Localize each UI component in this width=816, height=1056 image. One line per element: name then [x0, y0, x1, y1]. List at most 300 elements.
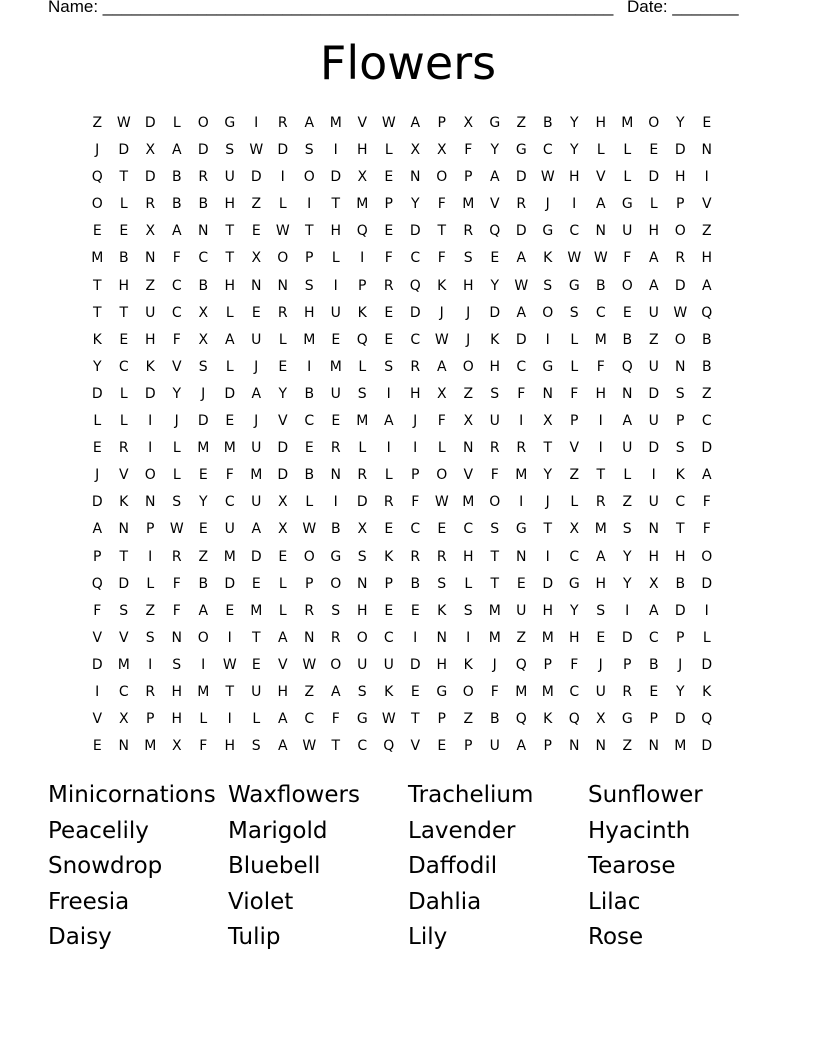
grid-letter: G	[515, 521, 527, 538]
grid-letter: I	[307, 196, 312, 213]
grid-letter: S	[622, 521, 632, 538]
grid-letter: C	[569, 683, 580, 700]
grid-letter: P	[146, 711, 155, 728]
grid-row	[84, 164, 720, 191]
grid-letter: X	[277, 521, 288, 538]
grid-letter: M	[488, 602, 501, 619]
grid-letter: J	[545, 196, 550, 213]
grid-letter: H	[171, 683, 183, 700]
grid-letter: P	[305, 250, 314, 267]
grid-letter: Y	[490, 142, 500, 159]
date-field-label: Date: _______	[627, 0, 739, 16]
grid-letter: I	[148, 548, 153, 565]
grid-letter: C	[357, 738, 368, 755]
grid-letter: N	[410, 169, 421, 186]
grid-letter: Z	[145, 277, 156, 294]
grid-letter: W	[249, 142, 264, 159]
grid-letter: S	[357, 548, 367, 565]
grid-letter: U	[383, 656, 394, 673]
grid-letter: L	[570, 331, 579, 348]
grid-letter: Q	[356, 331, 368, 348]
grid-letter: A	[436, 358, 447, 375]
grid-letter: D	[277, 440, 289, 457]
grid-letter: E	[331, 413, 341, 430]
word-list-item: Daisy	[48, 924, 112, 951]
grid-letter: F	[702, 494, 711, 511]
grid-letter: N	[622, 385, 633, 402]
grid-letter: T	[304, 223, 314, 240]
grid-letter: F	[570, 385, 579, 402]
grid-letter: N	[569, 738, 580, 755]
grid-letter: I	[704, 602, 709, 619]
grid-letter: R	[410, 548, 421, 565]
grid-letter: B	[171, 169, 182, 186]
grid-letter: D	[118, 142, 130, 159]
grid-letter: F	[172, 250, 181, 267]
grid-letter: W	[275, 223, 290, 240]
grid-letter: C	[410, 331, 421, 348]
grid-letter: X	[118, 711, 129, 728]
word-list	[48, 778, 768, 956]
grid-letter: Z	[648, 331, 659, 348]
grid-letter: B	[198, 277, 209, 294]
grid-letter: O	[674, 331, 686, 348]
grid-letter: D	[409, 656, 421, 673]
grid-row	[84, 408, 720, 435]
grid-letter: C	[118, 683, 129, 700]
grid-letter: U	[224, 169, 235, 186]
grid-letter: L	[570, 358, 579, 375]
grid-letter: V	[118, 629, 129, 646]
grid-letter: Y	[675, 115, 685, 131]
grid-letter: R	[489, 440, 500, 457]
grid-letter: A	[277, 629, 288, 646]
grid-letter: S	[357, 385, 367, 402]
grid-letter: T	[675, 521, 685, 538]
grid-letter: J	[466, 304, 471, 321]
grid-letter: Q	[91, 575, 103, 592]
grid-letter: L	[199, 711, 208, 728]
grid-letter: T	[225, 250, 235, 267]
grid-letter: A	[648, 277, 659, 294]
grid-letter: D	[144, 385, 156, 402]
grid-letter: H	[436, 656, 448, 673]
grid-letter: H	[303, 304, 315, 321]
word-list-item: Lavender	[408, 817, 516, 844]
grid-letter: W	[381, 115, 396, 131]
grid-letter: Y	[172, 385, 182, 402]
grid-letter: M	[197, 683, 210, 700]
grid-letter: R	[145, 683, 156, 700]
grid-letter: L	[358, 358, 367, 375]
grid-row	[84, 137, 720, 164]
grid-letter: E	[119, 331, 129, 348]
grid-letter: C	[569, 223, 580, 240]
grid-row	[84, 273, 720, 300]
grid-letter: A	[92, 521, 103, 538]
grid-letter: L	[278, 602, 287, 619]
grid-letter: A	[489, 169, 500, 186]
grid-letter: L	[119, 385, 128, 402]
grid-letter: G	[542, 223, 554, 240]
grid-letter: F	[596, 358, 605, 375]
grid-letter: A	[516, 738, 527, 755]
grid-letter: R	[436, 548, 447, 565]
grid-letter: Z	[251, 196, 262, 213]
grid-letter: I	[519, 494, 524, 511]
grid-letter: M	[223, 548, 236, 565]
grid-letter: X	[463, 413, 474, 430]
grid-letter: N	[251, 277, 262, 294]
grid-letter: L	[358, 440, 367, 457]
grid-letter: E	[384, 304, 394, 321]
grid-letter: Q	[701, 304, 713, 321]
grid-letter: L	[93, 413, 102, 430]
grid-letter: E	[384, 223, 394, 240]
grid-letter: I	[333, 494, 338, 511]
grid-letter: L	[649, 196, 658, 213]
grid-letter: P	[464, 169, 473, 186]
grid-letter: R	[675, 250, 686, 267]
grid-letter: N	[516, 548, 527, 565]
grid-letter: Z	[198, 548, 209, 565]
grid-letter: B	[489, 711, 500, 728]
grid-letter: L	[172, 467, 181, 484]
grid-letter: O	[277, 250, 289, 267]
grid-letter: T	[225, 683, 235, 700]
grid-row	[84, 435, 720, 462]
grid-letter: Y	[490, 277, 500, 294]
grid-letter: E	[649, 683, 659, 700]
grid-letter: C	[171, 304, 182, 321]
grid-letter: E	[596, 629, 606, 646]
grid-letter: F	[437, 413, 446, 430]
grid-letter: I	[386, 385, 391, 402]
grid-letter: I	[519, 413, 524, 430]
grid-letter: L	[119, 413, 128, 430]
grid-letter: X	[145, 223, 156, 240]
grid-letter: C	[304, 711, 315, 728]
grid-letter: C	[304, 413, 315, 430]
grid-row	[84, 571, 720, 598]
grid-letter: W	[302, 521, 317, 538]
grid-letter: A	[251, 385, 262, 402]
grid-letter: X	[436, 385, 447, 402]
grid-letter: X	[648, 575, 659, 592]
grid-letter: A	[383, 413, 394, 430]
grid-letter: L	[278, 331, 287, 348]
grid-letter: L	[305, 494, 314, 511]
grid-letter: D	[91, 385, 103, 402]
grid-letter: K	[119, 494, 129, 511]
grid-letter: V	[569, 440, 580, 457]
grid-letter: S	[331, 602, 341, 619]
grid-letter: O	[701, 548, 713, 565]
grid-letter: U	[251, 440, 262, 457]
grid-letter: A	[648, 250, 659, 267]
grid-letter: Q	[409, 277, 421, 294]
grid-row	[84, 218, 720, 245]
grid-letter: E	[410, 683, 420, 700]
grid-letter: E	[92, 440, 102, 457]
grid-letter: T	[490, 575, 500, 592]
grid-letter: I	[254, 115, 259, 131]
grid-letter: K	[145, 358, 155, 375]
grid-letter: I	[227, 711, 232, 728]
grid-letter: P	[93, 548, 102, 565]
grid-letter: I	[333, 277, 338, 294]
grid-letter: F	[702, 521, 711, 538]
grid-row	[84, 706, 720, 733]
word-list-item: Marigold	[228, 817, 328, 844]
grid-letter: F	[490, 467, 499, 484]
grid-letter: Z	[622, 738, 633, 755]
grid-letter: R	[357, 467, 368, 484]
grid-letter: V	[489, 196, 500, 213]
grid-letter: H	[595, 575, 607, 592]
grid-letter: C	[224, 494, 235, 511]
grid-letter: E	[649, 142, 659, 159]
grid-letter: B	[304, 385, 315, 402]
grid-letter: M	[223, 440, 236, 457]
grid-row	[84, 516, 720, 543]
word-list-item: Violet	[228, 888, 294, 915]
grid-letter: A	[595, 548, 606, 565]
grid-letter: M	[462, 196, 475, 213]
grid-letter: P	[437, 115, 446, 131]
grid-letter: S	[463, 250, 473, 267]
grid-letter: Q	[489, 223, 501, 240]
grid-letter: U	[489, 738, 500, 755]
grid-letter: G	[224, 115, 236, 131]
grid-letter: A	[171, 223, 182, 240]
grid-letter: A	[701, 277, 712, 294]
grid-letter: H	[277, 683, 289, 700]
grid-letter: I	[545, 548, 550, 565]
grid-letter: S	[569, 304, 579, 321]
grid-letter: A	[171, 142, 182, 159]
grid-letter: P	[437, 711, 446, 728]
grid-letter: H	[171, 711, 183, 728]
grid-letter: H	[595, 115, 607, 131]
grid-letter: D	[91, 656, 103, 673]
grid-letter: B	[198, 196, 209, 213]
grid-letter: V	[92, 711, 103, 728]
grid-letter: C	[198, 250, 209, 267]
grid-letter: M	[488, 629, 501, 646]
grid-letter: Q	[356, 223, 368, 240]
grid-letter: H	[118, 277, 130, 294]
grid-letter: M	[594, 331, 607, 348]
grid-letter: E	[225, 413, 235, 430]
grid-letter: C	[648, 629, 659, 646]
grid-letter: F	[411, 494, 420, 511]
grid-letter: E	[384, 169, 394, 186]
grid-letter: M	[515, 683, 528, 700]
grid-letter: V	[118, 467, 129, 484]
grid-letter: F	[172, 602, 181, 619]
grid-letter: X	[171, 738, 182, 755]
grid-letter: S	[463, 602, 473, 619]
grid-letter: N	[701, 142, 712, 159]
grid-letter: N	[675, 358, 686, 375]
grid-letter: G	[515, 142, 527, 159]
grid-letter: V	[171, 358, 182, 375]
grid-letter: T	[543, 521, 553, 538]
grid-letter: P	[146, 521, 155, 538]
grid-letter: N	[304, 629, 315, 646]
grid-letter: O	[144, 467, 156, 484]
grid-letter: Y	[569, 142, 579, 159]
grid-letter: F	[570, 656, 579, 673]
grid-letter: N	[330, 467, 341, 484]
grid-letter: F	[225, 467, 234, 484]
grid-letter: M	[541, 629, 554, 646]
grid-letter: R	[118, 440, 129, 457]
grid-letter: T	[331, 196, 341, 213]
grid-letter: E	[225, 602, 235, 619]
grid-letter: U	[516, 602, 527, 619]
grid-letter: H	[674, 169, 686, 186]
grid-letter: S	[304, 277, 314, 294]
grid-letter: D	[197, 413, 209, 430]
grid-letter: J	[254, 413, 259, 430]
grid-letter: H	[489, 358, 501, 375]
grid-letter: W	[434, 494, 449, 511]
word-list-item: Snowdrop	[48, 853, 163, 880]
grid-letter: D	[144, 115, 156, 131]
grid-letter: S	[172, 494, 182, 511]
grid-letter: L	[172, 440, 181, 457]
grid-letter: D	[277, 142, 289, 159]
word-list-item: Waxflowers	[228, 782, 360, 808]
grid-letter: Z	[145, 602, 156, 619]
grid-letter: I	[386, 440, 391, 457]
grid-letter: E	[119, 223, 129, 240]
grid-letter: U	[648, 358, 659, 375]
grid-letter: Q	[515, 656, 527, 673]
grid-letter: X	[198, 304, 209, 321]
grid-letter: J	[439, 304, 444, 321]
grid-letter: U	[357, 656, 368, 673]
grid-letter: W	[434, 331, 449, 348]
grid-letter: E	[384, 331, 394, 348]
grid-letter: H	[330, 223, 342, 240]
grid-letter: N	[198, 223, 209, 240]
grid-letter: K	[463, 656, 473, 673]
grid-letter: D	[118, 575, 130, 592]
grid-letter: O	[436, 169, 448, 186]
grid-letter: L	[146, 575, 155, 592]
grid-letter: F	[490, 683, 499, 700]
grid-letter: N	[595, 738, 606, 755]
grid-letter: K	[384, 548, 394, 565]
grid-letter: L	[596, 142, 605, 159]
grid-letter: J	[95, 142, 100, 159]
grid-letter: D	[674, 711, 686, 728]
grid-letter: E	[702, 115, 712, 131]
grid-letter: P	[676, 629, 685, 646]
grid-letter: J	[201, 385, 206, 402]
grid-letter: N	[595, 223, 606, 240]
word-list-item: Lilac	[588, 888, 641, 915]
grid-letter: Y	[278, 385, 288, 402]
grid-letter: R	[595, 494, 606, 511]
grid-row	[84, 462, 720, 489]
grid-letter: B	[701, 331, 712, 348]
grid-letter: L	[570, 494, 579, 511]
grid-letter: H	[462, 548, 474, 565]
grid-letter: F	[437, 196, 446, 213]
grid-letter: D	[648, 440, 660, 457]
grid-letter: M	[144, 738, 157, 755]
grid-letter: J	[492, 656, 497, 673]
grid-row	[84, 327, 720, 354]
grid-letter: L	[464, 575, 473, 592]
grid-letter: Y	[569, 602, 579, 619]
grid-letter: A	[251, 521, 262, 538]
grid-letter: V	[92, 629, 103, 646]
grid-letter: S	[543, 277, 553, 294]
grid-letter: L	[702, 629, 711, 646]
grid-letter: Z	[516, 629, 527, 646]
grid-letter: Y	[675, 683, 685, 700]
grid-letter: B	[118, 250, 129, 267]
grid-letter: U	[595, 683, 606, 700]
word-list-item: Minicornations	[48, 782, 216, 808]
grid-letter: I	[360, 250, 365, 267]
grid-letter: W	[540, 169, 555, 186]
grid-letter: T	[251, 629, 261, 646]
grid-letter: E	[198, 467, 208, 484]
grid-letter: R	[463, 223, 474, 240]
grid-letter: V	[463, 467, 474, 484]
grid-letter: D	[515, 169, 527, 186]
grid-letter: O	[197, 115, 209, 131]
grid-letter: V	[277, 413, 288, 430]
grid-letter: E	[251, 575, 261, 592]
grid-letter: R	[145, 196, 156, 213]
grid-letter: O	[91, 196, 103, 213]
grid-letter: U	[622, 223, 633, 240]
grid-letter: J	[466, 331, 471, 348]
grid-letter: O	[462, 683, 474, 700]
grid-letter: U	[251, 331, 262, 348]
grid-letter: U	[330, 304, 341, 321]
grid-letter: B	[304, 467, 315, 484]
grid-letter: O	[436, 467, 448, 484]
grid-letter: Q	[621, 358, 633, 375]
grid-letter: W	[567, 250, 582, 267]
grid-letter: I	[598, 440, 603, 457]
grid-letter: I	[95, 683, 100, 700]
grid-letter: A	[330, 683, 341, 700]
grid-letter: Z	[701, 385, 712, 402]
grid-letter: T	[410, 711, 420, 728]
grid-letter: M	[250, 467, 263, 484]
grid-letter: L	[623, 142, 632, 159]
grid-letter: M	[356, 196, 369, 213]
grid-letter: I	[572, 196, 577, 213]
word-list-item: Bluebell	[228, 853, 321, 880]
grid-letter: A	[277, 711, 288, 728]
grid-letter: I	[466, 629, 471, 646]
grid-letter: O	[621, 277, 633, 294]
grid-letter: K	[384, 683, 394, 700]
grid-letter: E	[251, 656, 261, 673]
grid-letter: D	[515, 331, 527, 348]
grid-letter: I	[227, 629, 232, 646]
